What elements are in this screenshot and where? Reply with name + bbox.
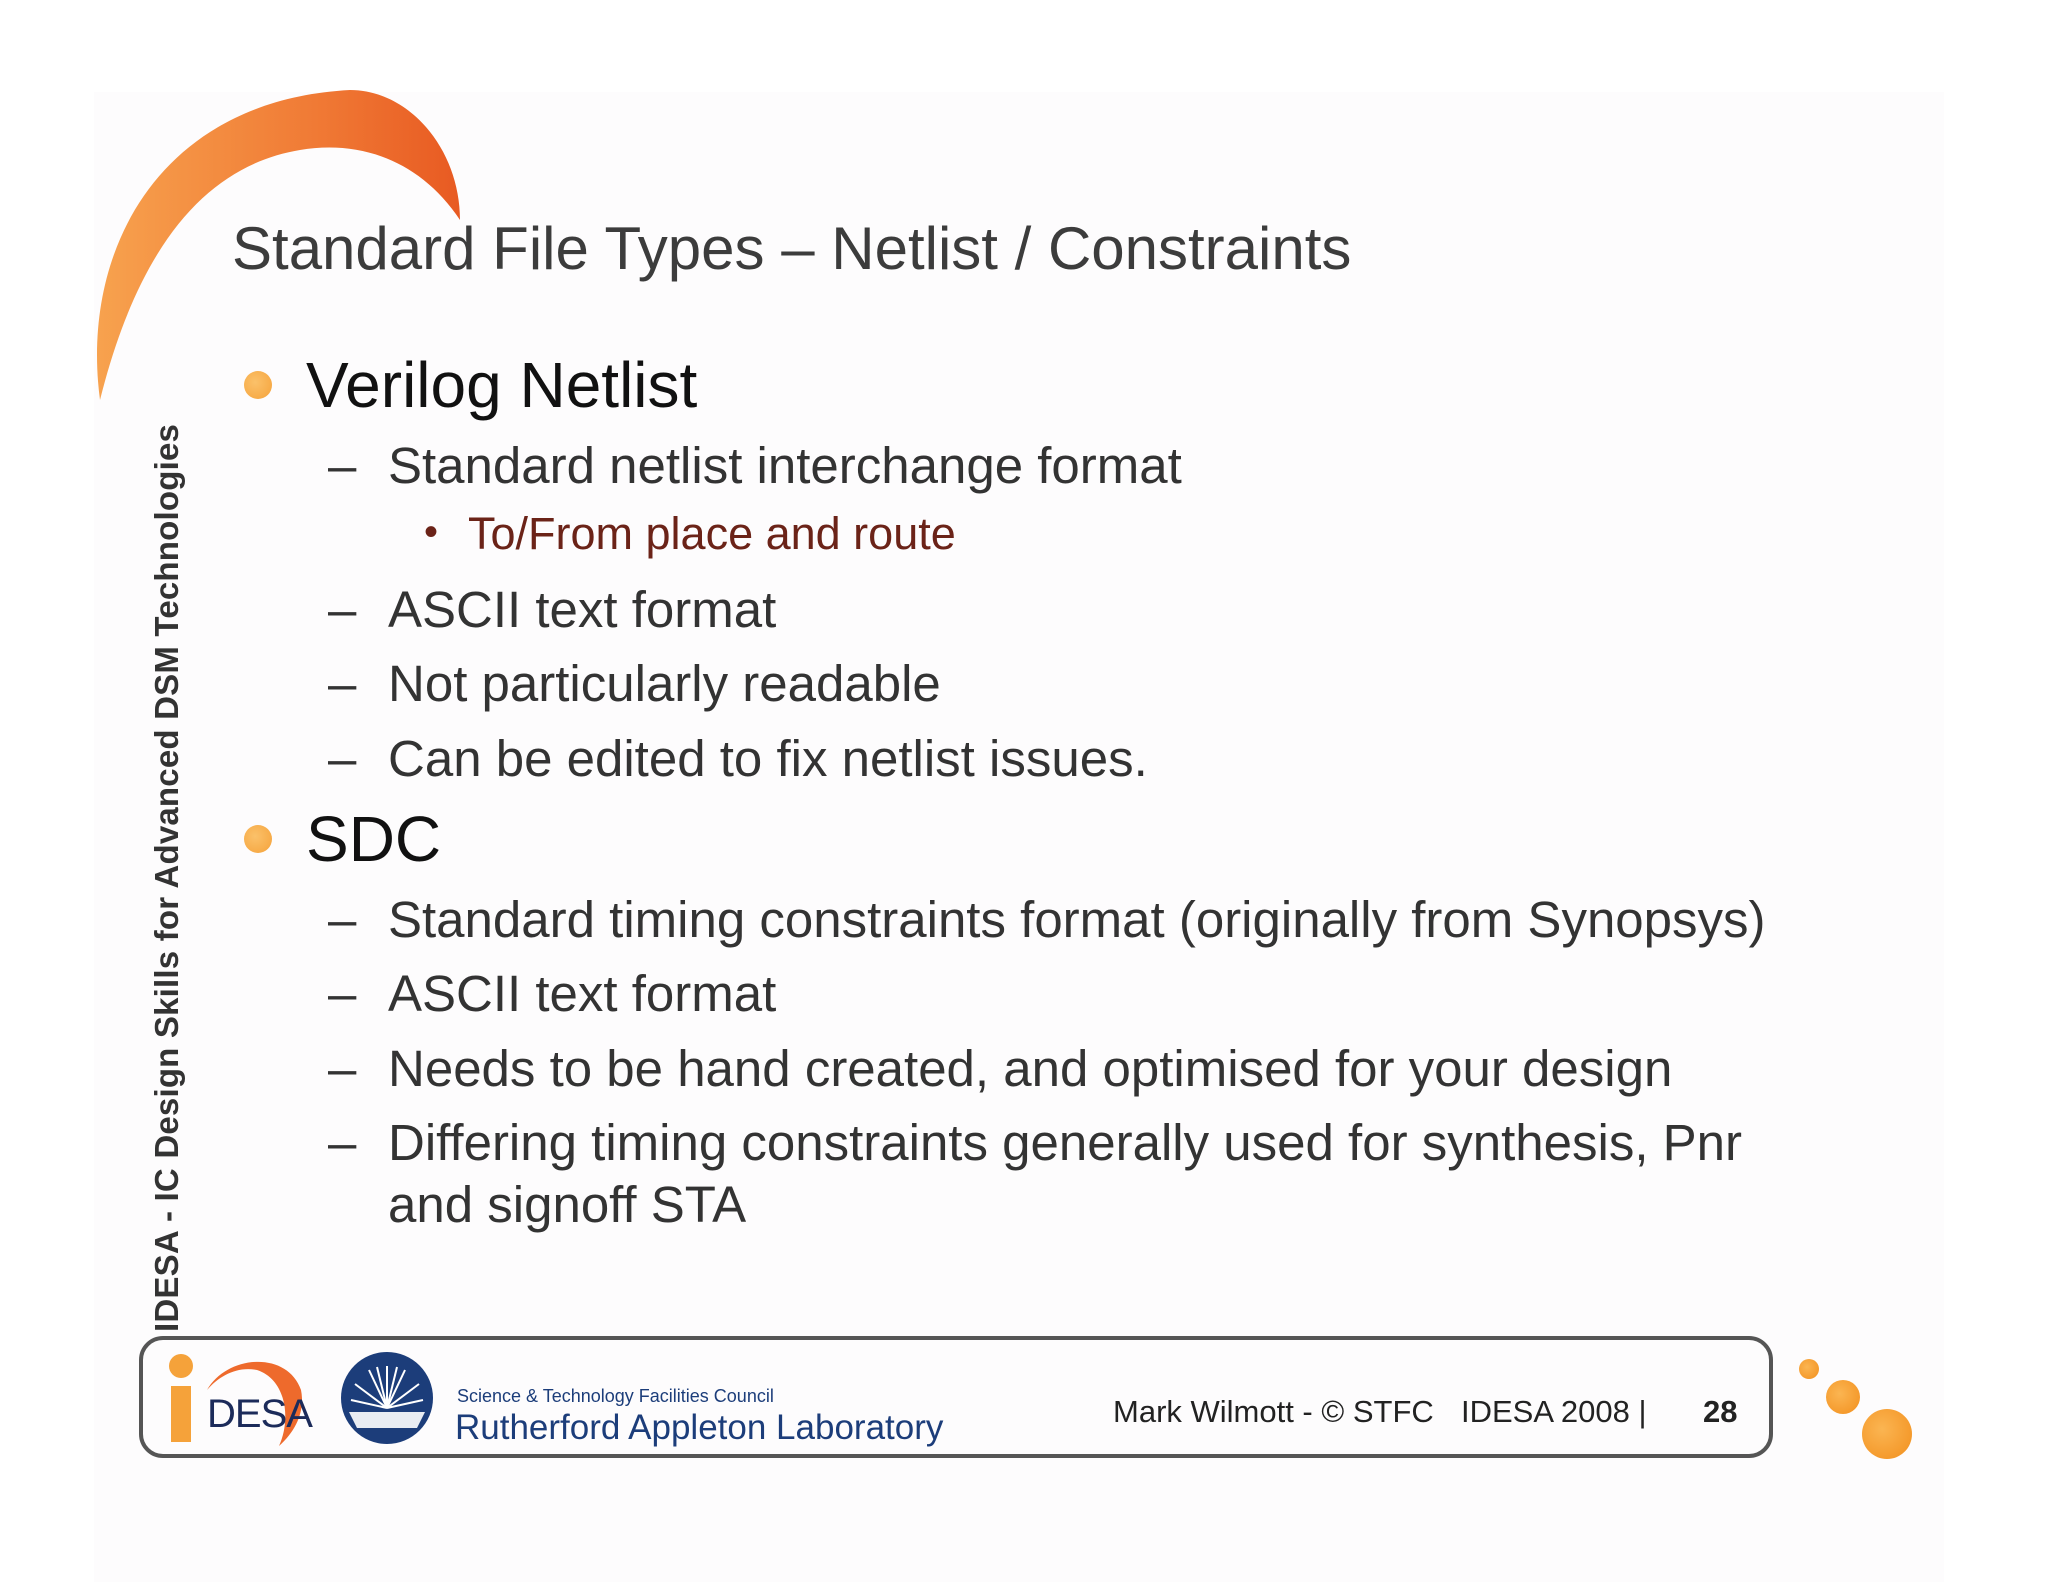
bullet-dot bbox=[244, 825, 272, 853]
list-item: Differing timing constraints generally used for synthesis, Pnr bbox=[388, 1114, 1743, 1171]
section-heading-verilog: Verilog Netlist bbox=[306, 349, 698, 421]
dash-marker: – bbox=[328, 437, 357, 494]
sub-list-item: To/From place and route bbox=[468, 508, 956, 559]
list-item: Can be edited to fix netlist issues. bbox=[388, 730, 1148, 787]
decorative-dot-medium bbox=[1826, 1380, 1860, 1414]
page-number: 28 bbox=[1703, 1394, 1738, 1429]
list-item: ASCII text format bbox=[388, 581, 777, 638]
stfc-council-label: Science & Technology Facilities Council bbox=[457, 1386, 774, 1406]
sub-bullet-marker: • bbox=[424, 510, 439, 554]
dash-marker: – bbox=[328, 965, 357, 1022]
list-item: ASCII text format bbox=[388, 965, 777, 1022]
footer-event: IDESA 2008 | bbox=[1461, 1394, 1647, 1429]
section-heading-sdc: SDC bbox=[306, 803, 442, 875]
dash-marker: – bbox=[328, 1114, 357, 1171]
idesa-logo-text: DESA bbox=[207, 1392, 312, 1436]
list-item: Not particularly readable bbox=[388, 655, 941, 712]
dash-marker: – bbox=[328, 655, 357, 712]
list-item: Standard timing constraints format (originally from Synopsys) bbox=[388, 891, 1766, 948]
dash-marker: – bbox=[328, 891, 357, 948]
dash-marker: – bbox=[328, 730, 357, 787]
list-item-continuation: and signoff STA bbox=[388, 1176, 747, 1233]
list-item: Standard netlist interchange format bbox=[388, 437, 1182, 494]
decorative-dot-small bbox=[1799, 1359, 1819, 1379]
footer-credit: Mark Wilmott - © STFC bbox=[1113, 1394, 1434, 1429]
dash-marker: – bbox=[328, 1040, 357, 1097]
decorative-dot-large bbox=[1862, 1409, 1912, 1459]
bullet-dot bbox=[244, 371, 272, 399]
side-label: IDESA - IC Design Skills for Advanced DSM Technologies bbox=[148, 423, 185, 1332]
stfc-emblem-icon bbox=[339, 1350, 435, 1446]
list-item: Needs to be hand created, and optimised for your design bbox=[388, 1040, 1673, 1097]
dash-marker: – bbox=[328, 581, 357, 638]
slide-title: Standard File Types – Netlist / Constraints bbox=[232, 215, 1352, 282]
stfc-lab-label: Rutherford Appleton Laboratory bbox=[455, 1408, 944, 1447]
footer-bar bbox=[139, 1336, 1773, 1458]
